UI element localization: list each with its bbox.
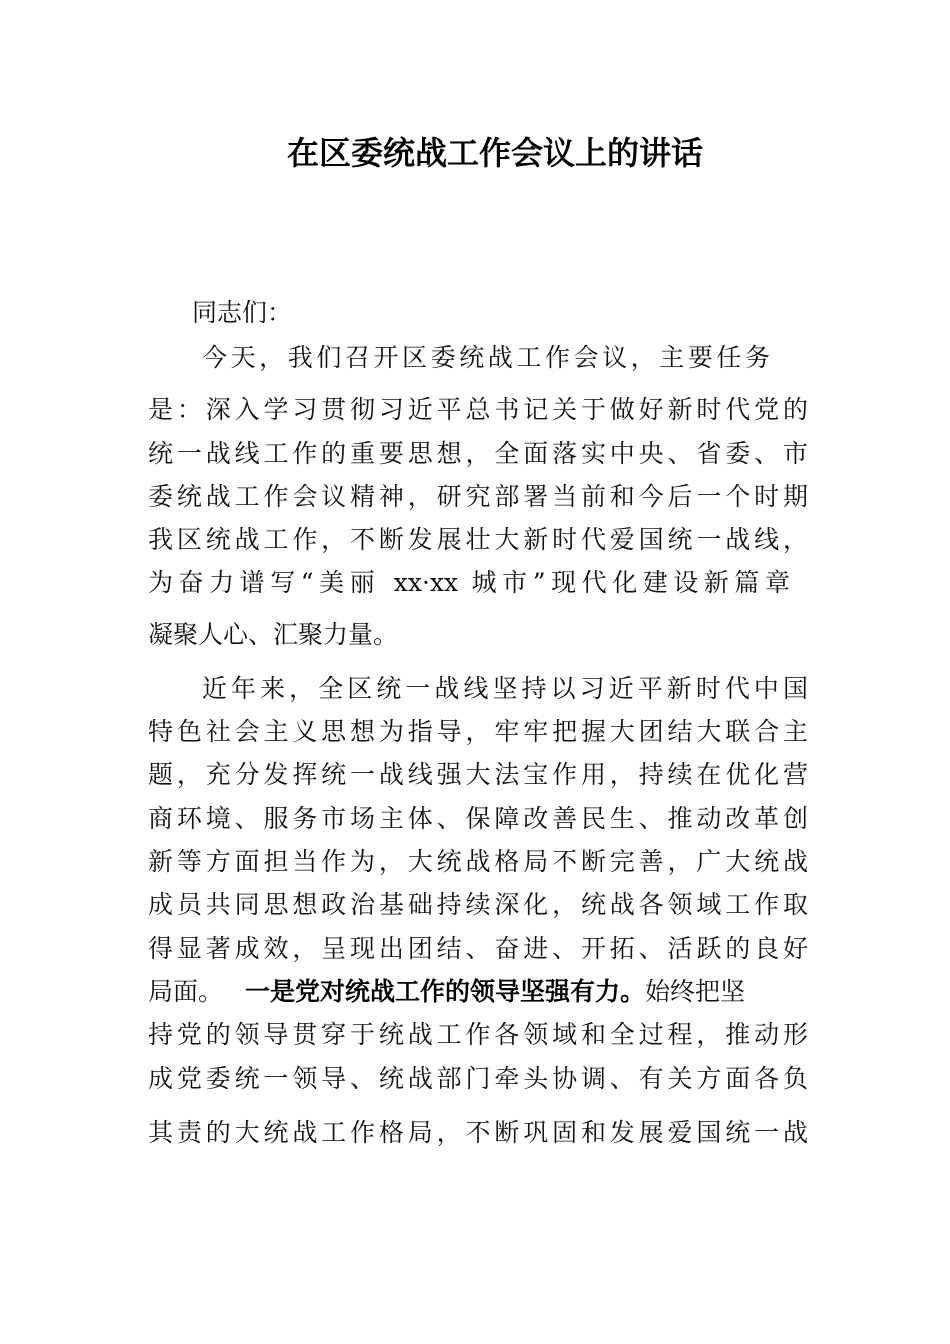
greeting: 同志们： (192, 298, 293, 327)
paragraph-2-line-4: 商环境、服务市场主体、保障改善民生、推动改革创 (148, 804, 808, 833)
paragraph-2-line-6: 成员共同思想政治基础持续深化，统战各领域工作取 (148, 890, 808, 919)
paragraph-2-line-2: 特色社会主义思想为指导，牢牢把握大团结大联合主 (148, 717, 808, 746)
paragraph-2-line-5: 新等方面担当作为，大统战格局不断完善，广大统战 (148, 847, 808, 876)
key-point-1-heading: 一是党对统战工作的领导坚强有力。 (245, 977, 646, 1006)
line-8-prefix: 局面。 (148, 977, 224, 1006)
line-8-suffix: 始终把坚 (645, 977, 746, 1006)
paragraph-1-line-2: 是：深入学习贯彻习近平总书记关于做好新时代党的 (148, 395, 808, 424)
paragraph-1-line-5: 我区统战工作，不断发展壮大新时代爱国统一战线， (148, 525, 808, 554)
paragraph-1-line-1: 今天，我们召开区委统战工作会议，主要任务 (202, 343, 770, 372)
paragraph-2-line-11: 其责的大统战工作格局，不断巩固和发展爱国统一战 (148, 1118, 808, 1147)
paragraph-1-line-3: 统一战线工作的重要思想，全面落实中央、省委、市 (148, 439, 808, 468)
paragraph-1-line-7: 凝聚人心、汇聚力量。 (148, 620, 399, 649)
paragraph-2-line-10: 成党委统一领导、统战部门牵头协调、有关方面各负 (148, 1064, 808, 1093)
paragraph-2-line-3: 题，充分发挥统一战线强大法宝作用，持续在优化营 (148, 760, 808, 789)
paragraph-2-line-7: 得显著成效，呈现出团结、奋进、开拓、活跃的良好 (148, 934, 808, 963)
page-title: 在区委统战工作会议上的讲话 (286, 134, 703, 172)
paragraph-2-line-9: 持党的领导贯穿于统战工作各领域和全过程，推动形 (148, 1020, 808, 1049)
paragraph-2-line-1: 近年来，全区统一战线坚持以习近平新时代中国 (202, 674, 808, 703)
paragraph-1-line-6: 为奋力谱写“美丽 xx·xx 城市”现代化建设新篇章 (148, 568, 790, 597)
paragraph-1-line-4: 委统战工作会议精神，研究部署当前和今后一个时期 (148, 482, 808, 511)
paragraph-2-line-8 (148, 972, 808, 1012)
